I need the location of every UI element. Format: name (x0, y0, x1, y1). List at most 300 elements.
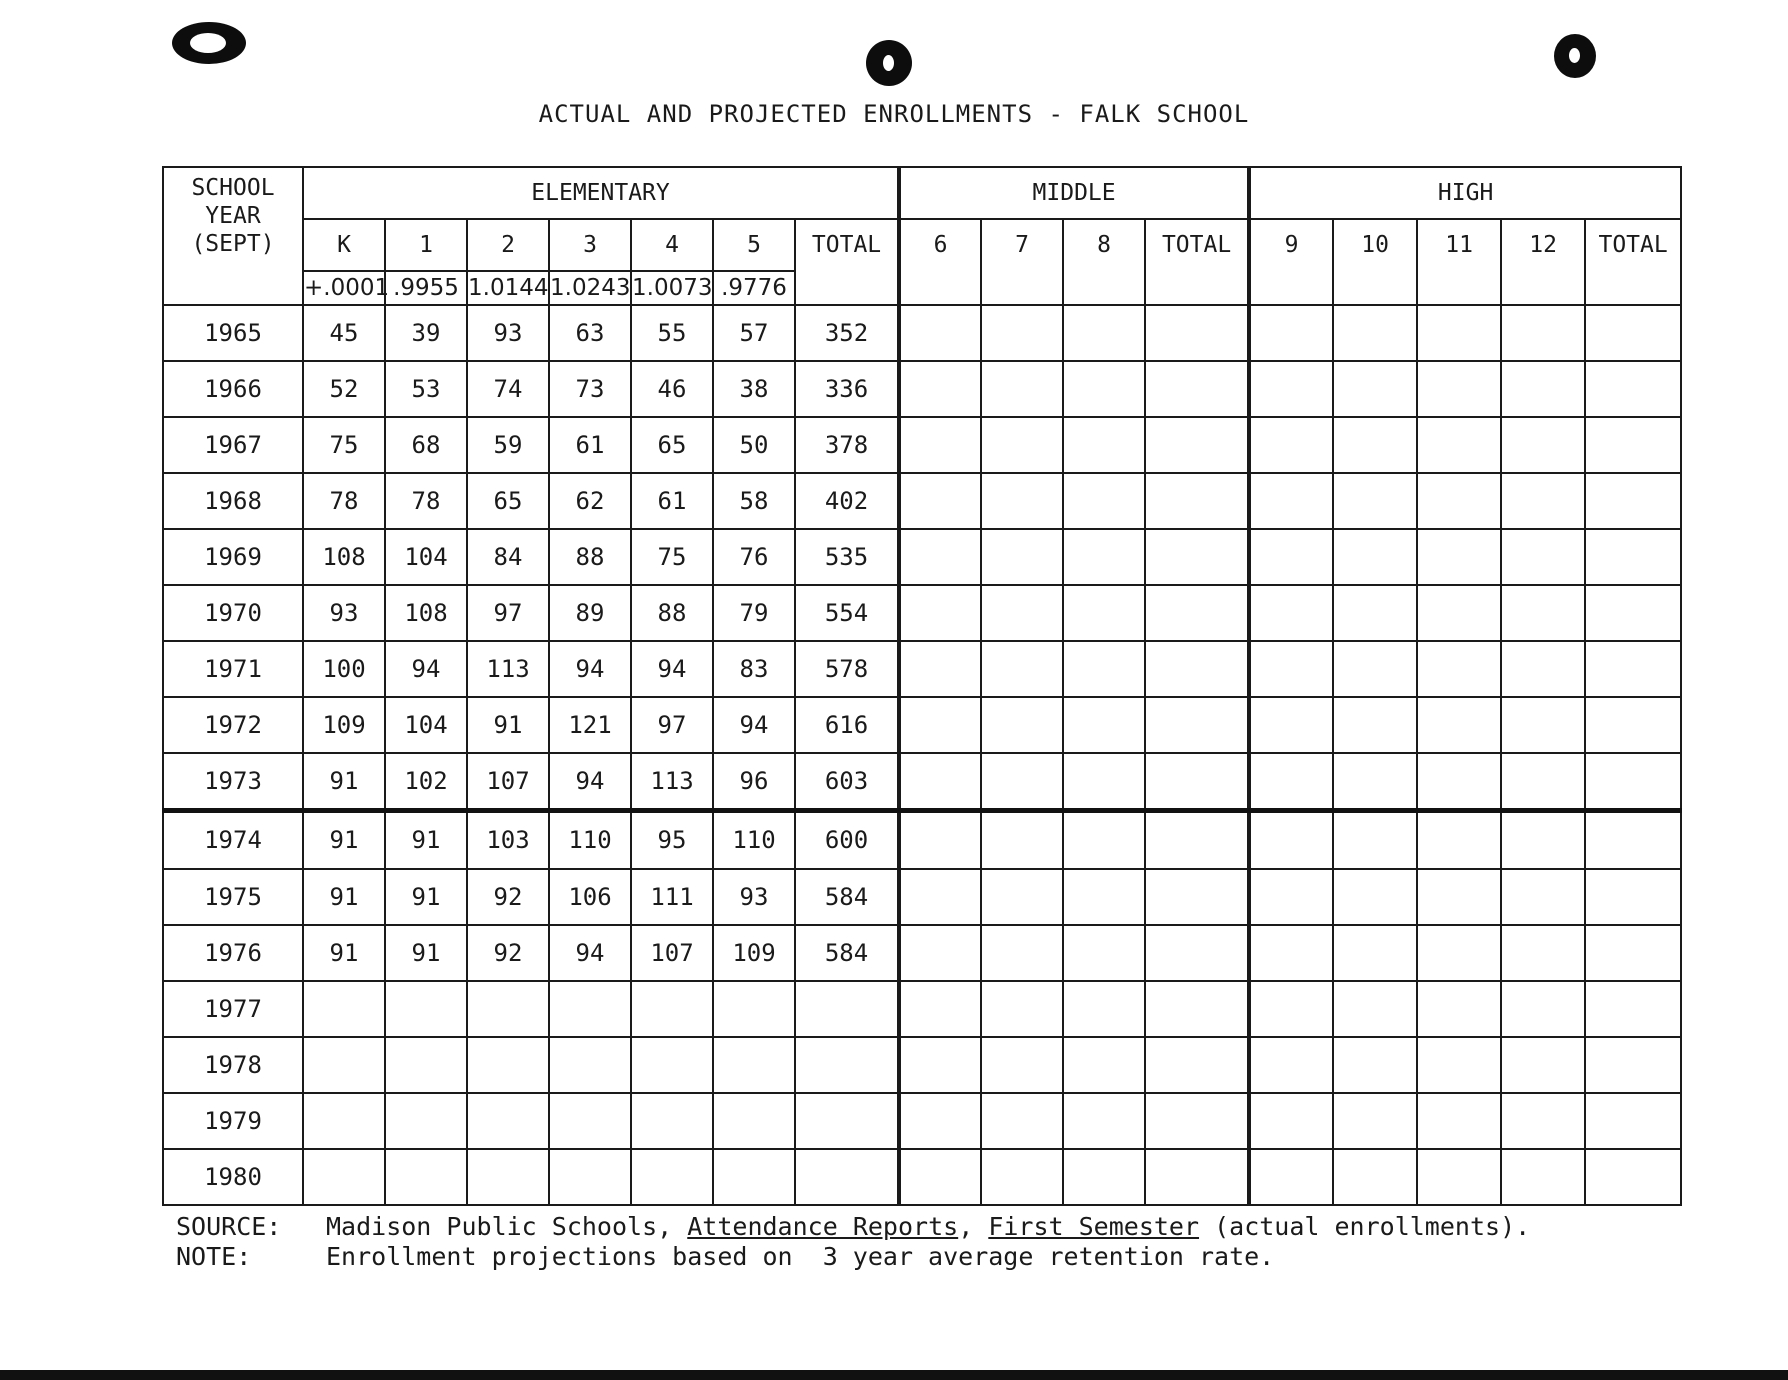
col-header-1: 1 (385, 219, 467, 271)
empty-cell (1501, 925, 1585, 981)
enrollment-cell: 108 (385, 585, 467, 641)
enrollment-cell: 121 (549, 697, 631, 753)
elementary-total-cell: 584 (795, 925, 899, 981)
empty-cell (1585, 417, 1681, 473)
enrollment-cell: 113 (631, 753, 713, 811)
high-group-header: HIGH (1249, 167, 1681, 219)
elementary-group-header: ELEMENTARY (303, 167, 899, 219)
enrollment-cell: 57 (713, 305, 795, 361)
enrollment-cell: 88 (631, 585, 713, 641)
empty-cell (899, 529, 981, 585)
enrollment-cell: 78 (385, 473, 467, 529)
enrollment-cell (303, 1093, 385, 1149)
empty-cell (1333, 305, 1417, 361)
enrollment-cell: 109 (713, 925, 795, 981)
retention-rate: 1.0144 (467, 271, 549, 305)
enrollment-cell (303, 981, 385, 1037)
elementary-total-cell (795, 1149, 899, 1205)
empty-cell (1249, 529, 1333, 585)
enrollment-cell: 78 (303, 473, 385, 529)
enrollment-cell (713, 1149, 795, 1205)
empty-cell (1417, 529, 1501, 585)
empty-cell (1145, 473, 1249, 529)
elementary-total-cell (795, 1093, 899, 1149)
year-cell: 1970 (163, 585, 303, 641)
empty-cell (1333, 1037, 1417, 1093)
empty-cell (1333, 1093, 1417, 1149)
table-row (163, 753, 1681, 811)
table-row (163, 1037, 1681, 1093)
empty-cell (899, 361, 981, 417)
elementary-total-cell (795, 1037, 899, 1093)
enrollment-cell: 88 (549, 529, 631, 585)
year-cell: 1980 (163, 1149, 303, 1205)
empty-cell (981, 1037, 1063, 1093)
empty-cell (1249, 1149, 1333, 1205)
enrollment-cell: 93 (467, 305, 549, 361)
enrollment-cell (549, 1093, 631, 1149)
enrollment-cell (631, 1149, 713, 1205)
empty-cell (1417, 1149, 1501, 1205)
empty-cell (1417, 417, 1501, 473)
elementary-total-cell: 402 (795, 473, 899, 529)
enrollment-cell: 92 (467, 869, 549, 925)
empty-cell (1585, 1149, 1681, 1205)
empty-cell (1145, 641, 1249, 697)
empty-cell (1417, 305, 1501, 361)
empty-cell (981, 305, 1063, 361)
empty-cell (1417, 473, 1501, 529)
enrollment-cell (385, 1037, 467, 1093)
year-cell: 1968 (163, 473, 303, 529)
enrollment-cell (385, 1093, 467, 1149)
elementary-total-cell: 600 (795, 811, 899, 869)
empty-cell (1417, 361, 1501, 417)
empty-cell (1063, 585, 1145, 641)
empty-cell (981, 1149, 1063, 1205)
enrollment-cell: 58 (713, 473, 795, 529)
enrollment-cell: 91 (303, 869, 385, 925)
empty-cell (899, 585, 981, 641)
empty-cell (1501, 529, 1585, 585)
empty-cell (1585, 925, 1681, 981)
enrollment-cell: 74 (467, 361, 549, 417)
table-row (163, 585, 1681, 641)
empty-cell (981, 473, 1063, 529)
empty-cell (1063, 473, 1145, 529)
empty-cell (1249, 697, 1333, 753)
empty-cell (1585, 305, 1681, 361)
elementary-total-cell: 535 (795, 529, 899, 585)
enrollment-cell: 94 (549, 925, 631, 981)
note-line (176, 1242, 1696, 1272)
empty-cell (899, 869, 981, 925)
source-separator: , (958, 1212, 974, 1241)
enrollment-cell: 45 (303, 305, 385, 361)
enrollment-cell: 75 (631, 529, 713, 585)
empty-cell (1501, 473, 1585, 529)
empty-cell (1501, 981, 1585, 1037)
enrollment-cell: 39 (385, 305, 467, 361)
empty-cell (981, 585, 1063, 641)
enrollment-cell: 110 (713, 811, 795, 869)
enrollment-cell (303, 1037, 385, 1093)
empty-cell (1501, 585, 1585, 641)
year-cell: 1974 (163, 811, 303, 869)
empty-cell (981, 1093, 1063, 1149)
year-cell: 1977 (163, 981, 303, 1037)
note-label: NOTE: (176, 1242, 252, 1271)
empty-cell (1249, 1093, 1333, 1149)
enrollment-cell: 76 (713, 529, 795, 585)
empty-cell (1501, 1037, 1585, 1093)
col-header-12: 12 (1501, 219, 1585, 305)
empty-cell (899, 697, 981, 753)
empty-cell (1417, 753, 1501, 811)
empty-cell (1501, 869, 1585, 925)
enrollment-cell: 46 (631, 361, 713, 417)
empty-cell (899, 811, 981, 869)
note-text: Enrollment projections based on 3 year average retention rate. (326, 1242, 1275, 1271)
table-row (163, 1149, 1681, 1205)
empty-cell (899, 305, 981, 361)
enrollment-cell: 107 (631, 925, 713, 981)
table-row (163, 811, 1681, 869)
col-header-11: 11 (1417, 219, 1501, 305)
empty-cell (1145, 417, 1249, 473)
empty-cell (1333, 981, 1417, 1037)
table-row (163, 1093, 1681, 1149)
empty-cell (1501, 1093, 1585, 1149)
page-title: ACTUAL AND PROJECTED ENROLLMENTS - FALK SCHOOL (538, 100, 1250, 128)
empty-cell (1145, 1037, 1249, 1093)
enrollment-cell: 109 (303, 697, 385, 753)
retention-rate: .9776 (713, 271, 795, 305)
school-year-header: SCHOOL YEAR (SEPT) (163, 167, 303, 305)
empty-cell (1063, 1093, 1145, 1149)
elementary-total-cell: 578 (795, 641, 899, 697)
empty-cell (1585, 753, 1681, 811)
empty-cell (1417, 981, 1501, 1037)
table-row (163, 529, 1681, 585)
empty-cell (899, 641, 981, 697)
empty-cell (1249, 981, 1333, 1037)
enrollment-cell: 92 (467, 925, 549, 981)
col-header-4: 4 (631, 219, 713, 271)
empty-cell (1501, 361, 1585, 417)
elementary-total-cell (795, 981, 899, 1037)
table-row (163, 925, 1681, 981)
enrollment-cell (549, 981, 631, 1037)
col-header-k: K (303, 219, 385, 271)
empty-cell (1063, 753, 1145, 811)
year-cell: 1971 (163, 641, 303, 697)
enrollment-cell: 100 (303, 641, 385, 697)
enrollment-cell: 91 (303, 753, 385, 811)
year-cell: 1972 (163, 697, 303, 753)
empty-cell (899, 1037, 981, 1093)
enrollment-cell (713, 981, 795, 1037)
table-row (163, 869, 1681, 925)
empty-cell (1333, 1149, 1417, 1205)
empty-cell (1145, 981, 1249, 1037)
enrollment-cell: 108 (303, 529, 385, 585)
punch-hole (1554, 34, 1596, 78)
elementary-total-cell: 616 (795, 697, 899, 753)
empty-cell (1585, 1093, 1681, 1149)
empty-cell (1417, 1093, 1501, 1149)
enrollment-cell: 50 (713, 417, 795, 473)
empty-cell (1249, 641, 1333, 697)
enrollment-cell: 73 (549, 361, 631, 417)
elementary-total-cell: 336 (795, 361, 899, 417)
enrollment-table (162, 166, 1682, 1206)
enrollment-cell (549, 1037, 631, 1093)
enrollment-cell: 97 (467, 585, 549, 641)
enrollment-cell: 104 (385, 529, 467, 585)
empty-cell (899, 925, 981, 981)
empty-cell (899, 1149, 981, 1205)
year-cell: 1979 (163, 1093, 303, 1149)
source-title-attendance-reports: Attendance Reports (687, 1212, 959, 1241)
enrollment-cell: 63 (549, 305, 631, 361)
enrollment-cell (631, 1037, 713, 1093)
elementary-total-cell: 378 (795, 417, 899, 473)
empty-cell (981, 529, 1063, 585)
punch-hole (172, 22, 246, 64)
enrollment-cell: 91 (303, 811, 385, 869)
enrollment-cell: 102 (385, 753, 467, 811)
empty-cell (1249, 585, 1333, 641)
empty-cell (1417, 811, 1501, 869)
enrollment-cell: 97 (631, 697, 713, 753)
empty-cell (1417, 697, 1501, 753)
empty-cell (1333, 641, 1417, 697)
empty-cell (1063, 529, 1145, 585)
year-cell: 1965 (163, 305, 303, 361)
empty-cell (1063, 925, 1145, 981)
empty-cell (1145, 811, 1249, 869)
enrollment-cell (631, 981, 713, 1037)
elementary-total-cell: 554 (795, 585, 899, 641)
table-row (163, 697, 1681, 753)
empty-cell (1249, 361, 1333, 417)
empty-cell (1417, 869, 1501, 925)
empty-cell (981, 925, 1063, 981)
empty-cell (1585, 1037, 1681, 1093)
year-cell: 1966 (163, 361, 303, 417)
empty-cell (1585, 869, 1681, 925)
enrollment-cell: 96 (713, 753, 795, 811)
enrollment-table-body (163, 305, 1681, 1205)
col-header-elem-total: TOTAL (795, 219, 899, 305)
table-row (163, 473, 1681, 529)
enrollment-cell: 94 (631, 641, 713, 697)
empty-cell (1249, 753, 1333, 811)
enrollment-cell: 91 (467, 697, 549, 753)
empty-cell (981, 869, 1063, 925)
empty-cell (1145, 1149, 1249, 1205)
enrollment-cell: 103 (467, 811, 549, 869)
source-line (176, 1212, 1696, 1242)
enrollment-cell: 55 (631, 305, 713, 361)
empty-cell (1501, 641, 1585, 697)
retention-rate: .9955 (385, 271, 467, 305)
enrollment-cell: 53 (385, 361, 467, 417)
empty-cell (1145, 869, 1249, 925)
empty-cell (981, 361, 1063, 417)
enrollment-cell: 95 (631, 811, 713, 869)
empty-cell (1333, 473, 1417, 529)
table-row (163, 981, 1681, 1037)
empty-cell (1501, 305, 1585, 361)
enrollment-cell (467, 981, 549, 1037)
col-header-7: 7 (981, 219, 1063, 305)
empty-cell (1063, 305, 1145, 361)
empty-cell (899, 1093, 981, 1149)
empty-cell (1063, 981, 1145, 1037)
table-row (163, 305, 1681, 361)
retention-rate: +.0001 (303, 271, 385, 305)
empty-cell (1063, 1149, 1145, 1205)
source-text: Madison Public Schools, (326, 1212, 673, 1241)
empty-cell (1249, 869, 1333, 925)
empty-cell (1585, 641, 1681, 697)
empty-cell (1501, 753, 1585, 811)
enrollment-cell: 59 (467, 417, 549, 473)
table-row (163, 641, 1681, 697)
empty-cell (1249, 925, 1333, 981)
col-header-2: 2 (467, 219, 549, 271)
col-header-high-total: TOTAL (1585, 219, 1681, 305)
empty-cell (899, 417, 981, 473)
empty-cell (1585, 473, 1681, 529)
middle-group-header: MIDDLE (899, 167, 1249, 219)
enrollment-cell: 68 (385, 417, 467, 473)
enrollment-cell (385, 981, 467, 1037)
enrollment-cell: 83 (713, 641, 795, 697)
empty-cell (1585, 585, 1681, 641)
enrollment-cell: 107 (467, 753, 549, 811)
enrollment-cell: 62 (549, 473, 631, 529)
empty-cell (1063, 1037, 1145, 1093)
col-header-10: 10 (1333, 219, 1417, 305)
year-cell: 1978 (163, 1037, 303, 1093)
enrollment-cell: 61 (631, 473, 713, 529)
enrollment-cell: 84 (467, 529, 549, 585)
elementary-total-cell: 584 (795, 869, 899, 925)
enrollment-cell: 93 (713, 869, 795, 925)
col-header-8: 8 (1063, 219, 1145, 305)
enrollment-cell (549, 1149, 631, 1205)
enrollment-cell (385, 1149, 467, 1205)
retention-rate: 1.0243 (549, 271, 631, 305)
empty-cell (1063, 811, 1145, 869)
enrollment-cell (713, 1093, 795, 1149)
empty-cell (1501, 811, 1585, 869)
empty-cell (981, 417, 1063, 473)
empty-cell (1145, 697, 1249, 753)
empty-cell (1145, 585, 1249, 641)
empty-cell (1063, 361, 1145, 417)
enrollment-cell: 110 (549, 811, 631, 869)
empty-cell (1145, 753, 1249, 811)
empty-cell (1145, 305, 1249, 361)
col-header-5: 5 (713, 219, 795, 271)
enrollment-cell: 75 (303, 417, 385, 473)
empty-cell (1145, 1093, 1249, 1149)
enrollment-cell (303, 1149, 385, 1205)
year-cell: 1975 (163, 869, 303, 925)
enrollment-cell: 111 (631, 869, 713, 925)
enrollment-cell: 106 (549, 869, 631, 925)
source-qualifier: (actual enrollments). (1214, 1212, 1531, 1241)
enrollment-cell: 113 (467, 641, 549, 697)
empty-cell (1585, 529, 1681, 585)
enrollment-cell: 38 (713, 361, 795, 417)
empty-cell (1417, 585, 1501, 641)
empty-cell (1333, 753, 1417, 811)
enrollment-cell (467, 1149, 549, 1205)
elementary-total-cell: 352 (795, 305, 899, 361)
empty-cell (1333, 417, 1417, 473)
col-header-6: 6 (899, 219, 981, 305)
empty-cell (1333, 811, 1417, 869)
empty-cell (1063, 697, 1145, 753)
empty-cell (1333, 697, 1417, 753)
enrollment-cell: 65 (467, 473, 549, 529)
empty-cell (1249, 1037, 1333, 1093)
footnotes (176, 1212, 1696, 1272)
enrollment-cell: 91 (303, 925, 385, 981)
enrollment-cell: 61 (549, 417, 631, 473)
enrollment-cell: 52 (303, 361, 385, 417)
enrollment-cell: 94 (385, 641, 467, 697)
source-title-first-semester: First Semester (988, 1212, 1200, 1241)
empty-cell (1333, 925, 1417, 981)
table-row (163, 361, 1681, 417)
source-label: SOURCE: (176, 1212, 282, 1241)
empty-cell (1249, 417, 1333, 473)
empty-cell (1585, 697, 1681, 753)
enrollment-cell: 94 (549, 641, 631, 697)
empty-cell (1417, 925, 1501, 981)
empty-cell (1249, 305, 1333, 361)
enrollment-cell: 91 (385, 869, 467, 925)
empty-cell (981, 753, 1063, 811)
enrollment-cell (631, 1093, 713, 1149)
empty-cell (1501, 417, 1585, 473)
empty-cell (1585, 981, 1681, 1037)
col-header-3: 3 (549, 219, 631, 271)
enrollment-cell (467, 1093, 549, 1149)
year-cell: 1967 (163, 417, 303, 473)
elementary-total-cell: 603 (795, 753, 899, 811)
empty-cell (1249, 811, 1333, 869)
empty-cell (1063, 641, 1145, 697)
enrollment-cell: 91 (385, 925, 467, 981)
empty-cell (1145, 361, 1249, 417)
empty-cell (981, 697, 1063, 753)
empty-cell (1501, 697, 1585, 753)
empty-cell (899, 753, 981, 811)
empty-cell (1145, 529, 1249, 585)
empty-cell (1333, 529, 1417, 585)
empty-cell (1333, 869, 1417, 925)
enrollment-cell: 65 (631, 417, 713, 473)
empty-cell (1063, 417, 1145, 473)
empty-cell (899, 981, 981, 1037)
